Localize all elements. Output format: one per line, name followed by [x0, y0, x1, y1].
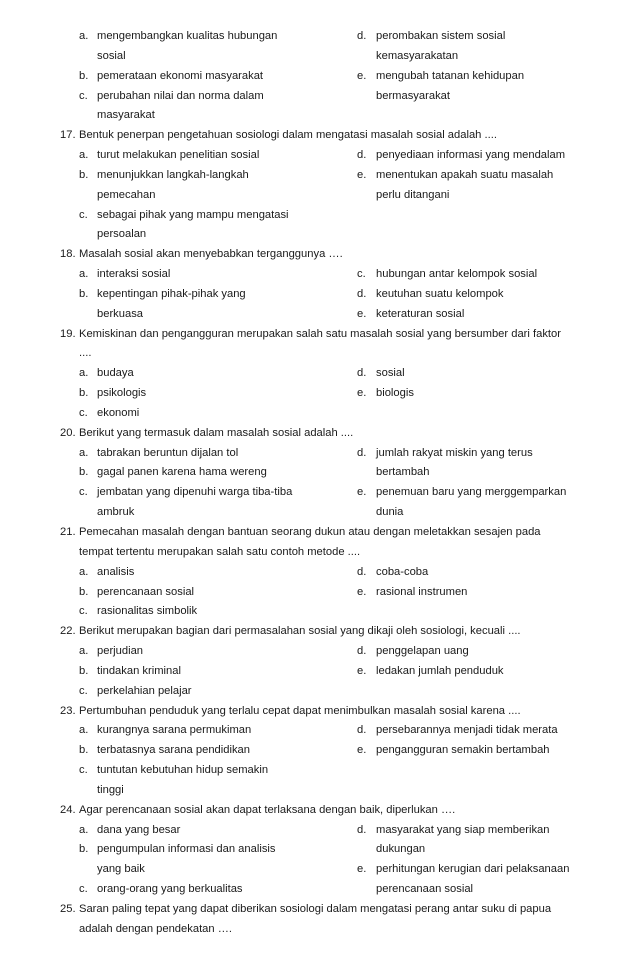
option-text: sosial	[97, 49, 126, 62]
option-text: pemerataan ekonomi masyarakat	[97, 69, 264, 82]
question-number: 22.	[60, 625, 76, 638]
option-label: b.	[79, 585, 89, 598]
option-text: perencanaan sosial	[97, 585, 195, 598]
option-label: d.	[357, 287, 367, 300]
question-number: 20.	[60, 426, 76, 439]
option-text: sebagai pihak yang mampu mengatasi	[97, 208, 289, 221]
question-stem: Agar perencanaan sosial akan dapat terlaksana dengan baik, diperlukan ….	[79, 803, 456, 816]
option-label: d.	[357, 565, 367, 578]
option-label: b.	[79, 168, 89, 181]
option-text: tabrakan beruntun dijalan tol	[97, 446, 239, 459]
option-label: e.	[357, 863, 367, 876]
option-label: c.	[79, 764, 88, 777]
option-text: tindakan kriminal	[97, 664, 181, 677]
option-label: a.	[79, 367, 89, 380]
option-label: d.	[357, 446, 367, 459]
question-stem: Kemiskinan dan pengangguran merupakan salah satu masalah sosial yang bersumber dari faktor	[79, 327, 561, 340]
option-text: dukungan	[376, 843, 426, 856]
option-label: c.	[79, 883, 88, 896]
option-label: e.	[357, 585, 367, 598]
option-label: d.	[357, 645, 367, 658]
option-text: budaya	[97, 367, 134, 380]
option-text: kurangnya sarana permukiman	[97, 724, 252, 737]
question-stem: ....	[79, 347, 92, 360]
option-text: pemecahan	[97, 188, 156, 201]
option-text: kepentingan pihak-pihak yang	[97, 287, 246, 300]
option-text: ambruk	[97, 506, 135, 519]
question-number: 21.	[60, 526, 76, 538]
option-label: e.	[357, 387, 367, 400]
option-label: a.	[79, 30, 89, 42]
option-text: penemuan baru yang merggemparkan	[376, 486, 567, 499]
option-text: ekonomi	[97, 406, 140, 419]
option-label: b.	[79, 744, 89, 757]
option-text: ledakan jumlah penduduk	[376, 664, 504, 677]
option-text: mengubah tatanan kehidupan	[376, 69, 525, 82]
option-text: berkuasa	[97, 307, 144, 320]
option-text: analisis	[97, 565, 135, 578]
option-text: gagal panen karena hama wereng	[97, 466, 267, 479]
option-text: bermasyarakat	[376, 89, 450, 102]
option-text: perhitungan kerugian dari pelaksanaan	[376, 863, 570, 876]
option-label: c.	[79, 486, 88, 499]
option-label: a.	[79, 823, 89, 836]
option-label: e.	[357, 486, 367, 499]
option-text: persoalan	[97, 228, 147, 241]
option-text: perombakan sistem sosial	[376, 30, 506, 42]
option-label: b.	[79, 69, 89, 82]
option-text: tinggi	[97, 783, 124, 796]
question-stem: tempat tertentu merupakan salah satu contoh metode ....	[79, 545, 361, 558]
option-label: d.	[357, 724, 367, 737]
option-text: jembatan yang dipenuhi warga tiba-tiba	[97, 486, 293, 499]
option-text: dana yang besar	[97, 823, 181, 836]
option-text: coba-coba	[376, 565, 429, 578]
option-label: d.	[357, 823, 367, 836]
option-text: psikologis	[97, 387, 147, 400]
option-text: kemasyarakatan	[376, 49, 459, 62]
option-label: a.	[79, 446, 89, 459]
option-text: hubungan antar kelompok sosial	[376, 268, 538, 281]
option-text: perencanaan sosial	[376, 883, 474, 896]
option-text: rasionalitas simbolik	[97, 605, 198, 618]
question-number: 25.	[60, 902, 76, 915]
option-label: b.	[79, 466, 89, 479]
option-text: persebarannya menjadi tidak merata	[376, 724, 558, 737]
option-label: e.	[357, 307, 367, 320]
option-label: c.	[79, 605, 88, 618]
option-text: keutuhan suatu kelompok	[376, 287, 504, 300]
option-text: penyediaan informasi yang mendalam	[376, 149, 566, 162]
question-stem: Pertumbuhan penduduk yang terlalu cepat dapat menimbulkan masalah sosial karena ....	[79, 704, 521, 717]
option-label: c.	[79, 208, 88, 221]
option-label: a.	[79, 149, 89, 162]
question-stem: Berikut yang termasuk dalam masalah sosial adalah ....	[79, 426, 354, 439]
option-label: b.	[79, 664, 89, 677]
option-label: d.	[357, 30, 367, 42]
option-label: c.	[79, 89, 88, 102]
option-label: a.	[79, 724, 89, 737]
question-stem: Pemecahan masalah dengan bantuan seorang dukun atau dengan meletakkan sesajen pada	[79, 526, 541, 538]
question-stem: Bentuk penerpan pengetahuan sosiologi dalam mengatasi masalah sosial adalah ....	[79, 129, 497, 142]
option-text: pengumpulan informasi dan analisis	[97, 843, 276, 856]
option-text: terbatasnya sarana pendidikan	[97, 744, 251, 757]
option-label: b.	[79, 387, 89, 400]
option-text: pengangguran semakin bertambah	[376, 744, 550, 757]
option-text: orang-orang yang berkualitas	[97, 883, 243, 896]
question-stem: Saran paling tepat yang dapat diberikan sosiologi dalam mengatasi perang antar suku di papua	[79, 902, 552, 915]
question-number: 19.	[60, 327, 76, 340]
question-number: 24.	[60, 803, 76, 816]
option-text: mengembangkan kualitas hubungan	[97, 30, 278, 42]
option-text: sosial	[376, 367, 405, 380]
option-label: d.	[357, 367, 367, 380]
option-label: c.	[357, 268, 366, 281]
option-text: perjudian	[97, 645, 144, 658]
option-label: b.	[79, 843, 89, 856]
option-text: yang baik	[97, 863, 145, 876]
question-number: 18.	[60, 248, 76, 261]
option-text: perkelahian pelajar	[97, 684, 192, 697]
option-text: bertambah	[376, 466, 430, 479]
question-stem: adalah dengan pendekatan ….	[79, 922, 233, 935]
option-label: e.	[357, 664, 367, 677]
option-text: menunjukkan langkah-langkah	[97, 168, 249, 181]
option-label: a.	[79, 565, 89, 578]
option-label: c.	[79, 406, 88, 419]
option-text: penggelapan uang	[376, 645, 469, 658]
option-label: d.	[357, 149, 367, 162]
option-label: e.	[357, 168, 367, 181]
option-label: b.	[79, 287, 89, 300]
question-stem: Berikut merupakan bagian dari permasalahan sosial yang dikaji oleh sosiologi, kecuali ....	[79, 625, 521, 638]
option-label: e.	[357, 744, 367, 757]
question-number: 23.	[60, 704, 76, 717]
option-text: interaksi sosial	[97, 268, 171, 281]
question-stem: Masalah sosial akan menyebabkan terganggunya ….	[79, 248, 343, 261]
option-text: perubahan nilai dan norma dalam	[97, 89, 264, 102]
question-number: 17.	[60, 129, 76, 142]
option-text: jumlah rakyat miskin yang terus	[376, 446, 533, 459]
option-text: menentukan apakah suatu masalah	[376, 168, 554, 181]
option-text: keteraturan sosial	[376, 307, 465, 320]
option-text: tuntutan kebutuhan hidup semakin	[97, 764, 269, 777]
option-text: masyarakat	[97, 109, 155, 122]
option-text: rasional instrumen	[376, 585, 468, 598]
option-label: c.	[79, 684, 88, 697]
option-text: dunia	[376, 506, 404, 519]
option-label: a.	[79, 645, 89, 658]
option-text: masyarakat yang siap memberikan	[376, 823, 550, 836]
option-text: biologis	[376, 387, 414, 400]
option-label: a.	[79, 268, 89, 281]
option-text: turut melakukan penelitian sosial	[97, 149, 260, 162]
option-text: perlu ditangani	[376, 188, 450, 201]
option-label: e.	[357, 69, 367, 82]
